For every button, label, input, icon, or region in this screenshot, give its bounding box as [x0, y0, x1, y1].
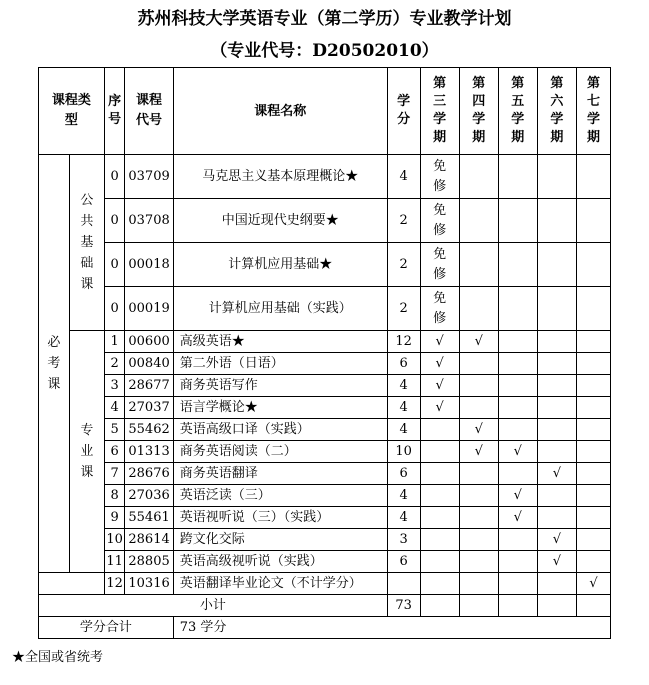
- header-sem6: 第六学期: [537, 68, 576, 155]
- header-sem3: 第三学期: [420, 68, 459, 155]
- cell-name: 英语视听说（三）（实践）: [173, 507, 387, 529]
- table-row: [39, 463, 611, 485]
- check-mark: √: [537, 529, 576, 551]
- cell-name: 高级英语★: [173, 331, 387, 353]
- cell-credit: 2: [387, 199, 420, 243]
- cell-code: 10316: [125, 573, 173, 595]
- table-row: [39, 331, 611, 353]
- cell-seq: 2: [104, 353, 125, 375]
- subtotal-value: 73: [387, 595, 420, 617]
- cell-name: 英语翻译毕业论文（不计学分）: [173, 573, 387, 595]
- header-seq: 序号: [104, 68, 125, 155]
- cell-name: 英语泛读（三）: [173, 485, 387, 507]
- cell-code: 27037: [125, 397, 173, 419]
- cell-credit: 4: [387, 419, 420, 441]
- cell-credit: 2: [387, 243, 420, 287]
- table-row: [39, 529, 611, 551]
- cell-seq: 0: [104, 287, 125, 331]
- cell-name: 英语高级口译（实践）: [173, 419, 387, 441]
- cell-seq: 3: [104, 375, 125, 397]
- group-public: 公共基础课: [69, 155, 104, 331]
- curriculum-table: [38, 67, 611, 639]
- cell-credit: 3: [387, 529, 420, 551]
- cell-code: 55461: [125, 507, 173, 529]
- check-mark: √: [420, 353, 459, 375]
- table-row: [39, 419, 611, 441]
- table-row: [39, 375, 611, 397]
- cell-code: 03709: [125, 155, 173, 199]
- cell-credit: 4: [387, 507, 420, 529]
- table-row: [39, 287, 611, 331]
- cell-code: 01313: [125, 441, 173, 463]
- cell-name: 语言学概论★: [173, 397, 387, 419]
- check-mark: √: [459, 331, 498, 353]
- cell-credit: 4: [387, 485, 420, 507]
- cell-name: 计算机应用基础（实践）: [173, 287, 387, 331]
- header-credit: 学分: [387, 68, 420, 155]
- cell-credit: 4: [387, 397, 420, 419]
- cell-name: 马克思主义基本原理概论★: [173, 155, 387, 199]
- check-mark: √: [537, 551, 576, 573]
- cell-seq: 0: [104, 243, 125, 287]
- cell-seq: 5: [104, 419, 125, 441]
- cell-credit: 4: [387, 155, 420, 199]
- total-label: 学分合计: [39, 617, 174, 639]
- cell-credit: 10: [387, 441, 420, 463]
- check-mark: √: [576, 573, 610, 595]
- cell-code: 03708: [125, 199, 173, 243]
- table-row: [39, 397, 611, 419]
- cell-name: 英语高级视听说（实践）: [173, 551, 387, 573]
- cell-code: 28805: [125, 551, 173, 573]
- check-mark: √: [420, 331, 459, 353]
- cell-name: 商务英语阅读（二）: [173, 441, 387, 463]
- check-mark: √: [420, 397, 459, 419]
- cell-name: 中国近现代史纲要★: [173, 199, 387, 243]
- check-mark: √: [537, 463, 576, 485]
- cell-exempt: 免修: [420, 155, 459, 199]
- cell-seq: 0: [104, 199, 125, 243]
- header-sem5: 第五学期: [498, 68, 537, 155]
- cell-seq: 1: [104, 331, 125, 353]
- check-mark: √: [498, 441, 537, 463]
- cell-name: 第二外语（日语）: [173, 353, 387, 375]
- cell-code: 00019: [125, 287, 173, 331]
- cell-code: 55462: [125, 419, 173, 441]
- group-major: 专业课: [69, 331, 104, 573]
- header-row: [39, 68, 611, 155]
- table-row: [39, 573, 611, 595]
- page-subtitle: （专业代号：D20502010）: [210, 41, 439, 61]
- cell-exempt: 免修: [420, 287, 459, 331]
- cell-code: 28614: [125, 529, 173, 551]
- subtotal-label: 小计: [39, 595, 388, 617]
- cell-code: 28676: [125, 463, 173, 485]
- cell-seq: 7: [104, 463, 125, 485]
- total-row: [39, 617, 611, 639]
- table-row: [39, 507, 611, 529]
- table-row: [39, 353, 611, 375]
- header-sem4: 第四学期: [459, 68, 498, 155]
- cell-exempt: 免修: [420, 243, 459, 287]
- table-row: [39, 551, 611, 573]
- cell-seq: 4: [104, 397, 125, 419]
- total-value: 73 学分: [173, 617, 610, 639]
- check-mark: √: [498, 485, 537, 507]
- cell-credit: 6: [387, 353, 420, 375]
- table-row: [39, 441, 611, 463]
- table-row: [39, 243, 611, 287]
- cell-code: 00600: [125, 331, 173, 353]
- table-row: [39, 485, 611, 507]
- header-name: 课程名称: [173, 68, 387, 155]
- cell-credit: 4: [387, 375, 420, 397]
- group-required: 必考课: [39, 155, 70, 573]
- cell-code: 00018: [125, 243, 173, 287]
- check-mark: √: [498, 507, 537, 529]
- table-row: [39, 199, 611, 243]
- cell-code: 27036: [125, 485, 173, 507]
- cell-credit: [387, 573, 420, 595]
- cell-seq: 10: [104, 529, 125, 551]
- cell-exempt: 免修: [420, 199, 459, 243]
- cell-code: 28677: [125, 375, 173, 397]
- cell-code: 00840: [125, 353, 173, 375]
- table-row: [39, 155, 611, 199]
- cell-credit: 6: [387, 463, 420, 485]
- cell-name: 跨文化交际: [173, 529, 387, 551]
- cell-seq: 6: [104, 441, 125, 463]
- cell-seq: 12: [104, 573, 125, 595]
- header-category: 课程类型: [39, 68, 105, 155]
- cell-name: 计算机应用基础★: [173, 243, 387, 287]
- cell-seq: 8: [104, 485, 125, 507]
- check-mark: √: [420, 375, 459, 397]
- check-mark: √: [459, 441, 498, 463]
- check-mark: √: [459, 419, 498, 441]
- header-sem7: 第七学期: [576, 68, 610, 155]
- page-title: 苏州科技大学英语专业（第二学历）专业教学计划: [137, 9, 512, 29]
- footnote: ★全国或省统考: [12, 650, 104, 665]
- cell-credit: 6: [387, 551, 420, 573]
- cell-name: 商务英语写作: [173, 375, 387, 397]
- cell-seq: 11: [104, 551, 125, 573]
- cell-seq: 0: [104, 155, 125, 199]
- cell-credit: 2: [387, 287, 420, 331]
- header-code: 课程代号: [125, 68, 173, 155]
- cell-credit: 12: [387, 331, 420, 353]
- subtotal-row: [39, 595, 611, 617]
- cell-seq: 9: [104, 507, 125, 529]
- cell-name: 商务英语翻译: [173, 463, 387, 485]
